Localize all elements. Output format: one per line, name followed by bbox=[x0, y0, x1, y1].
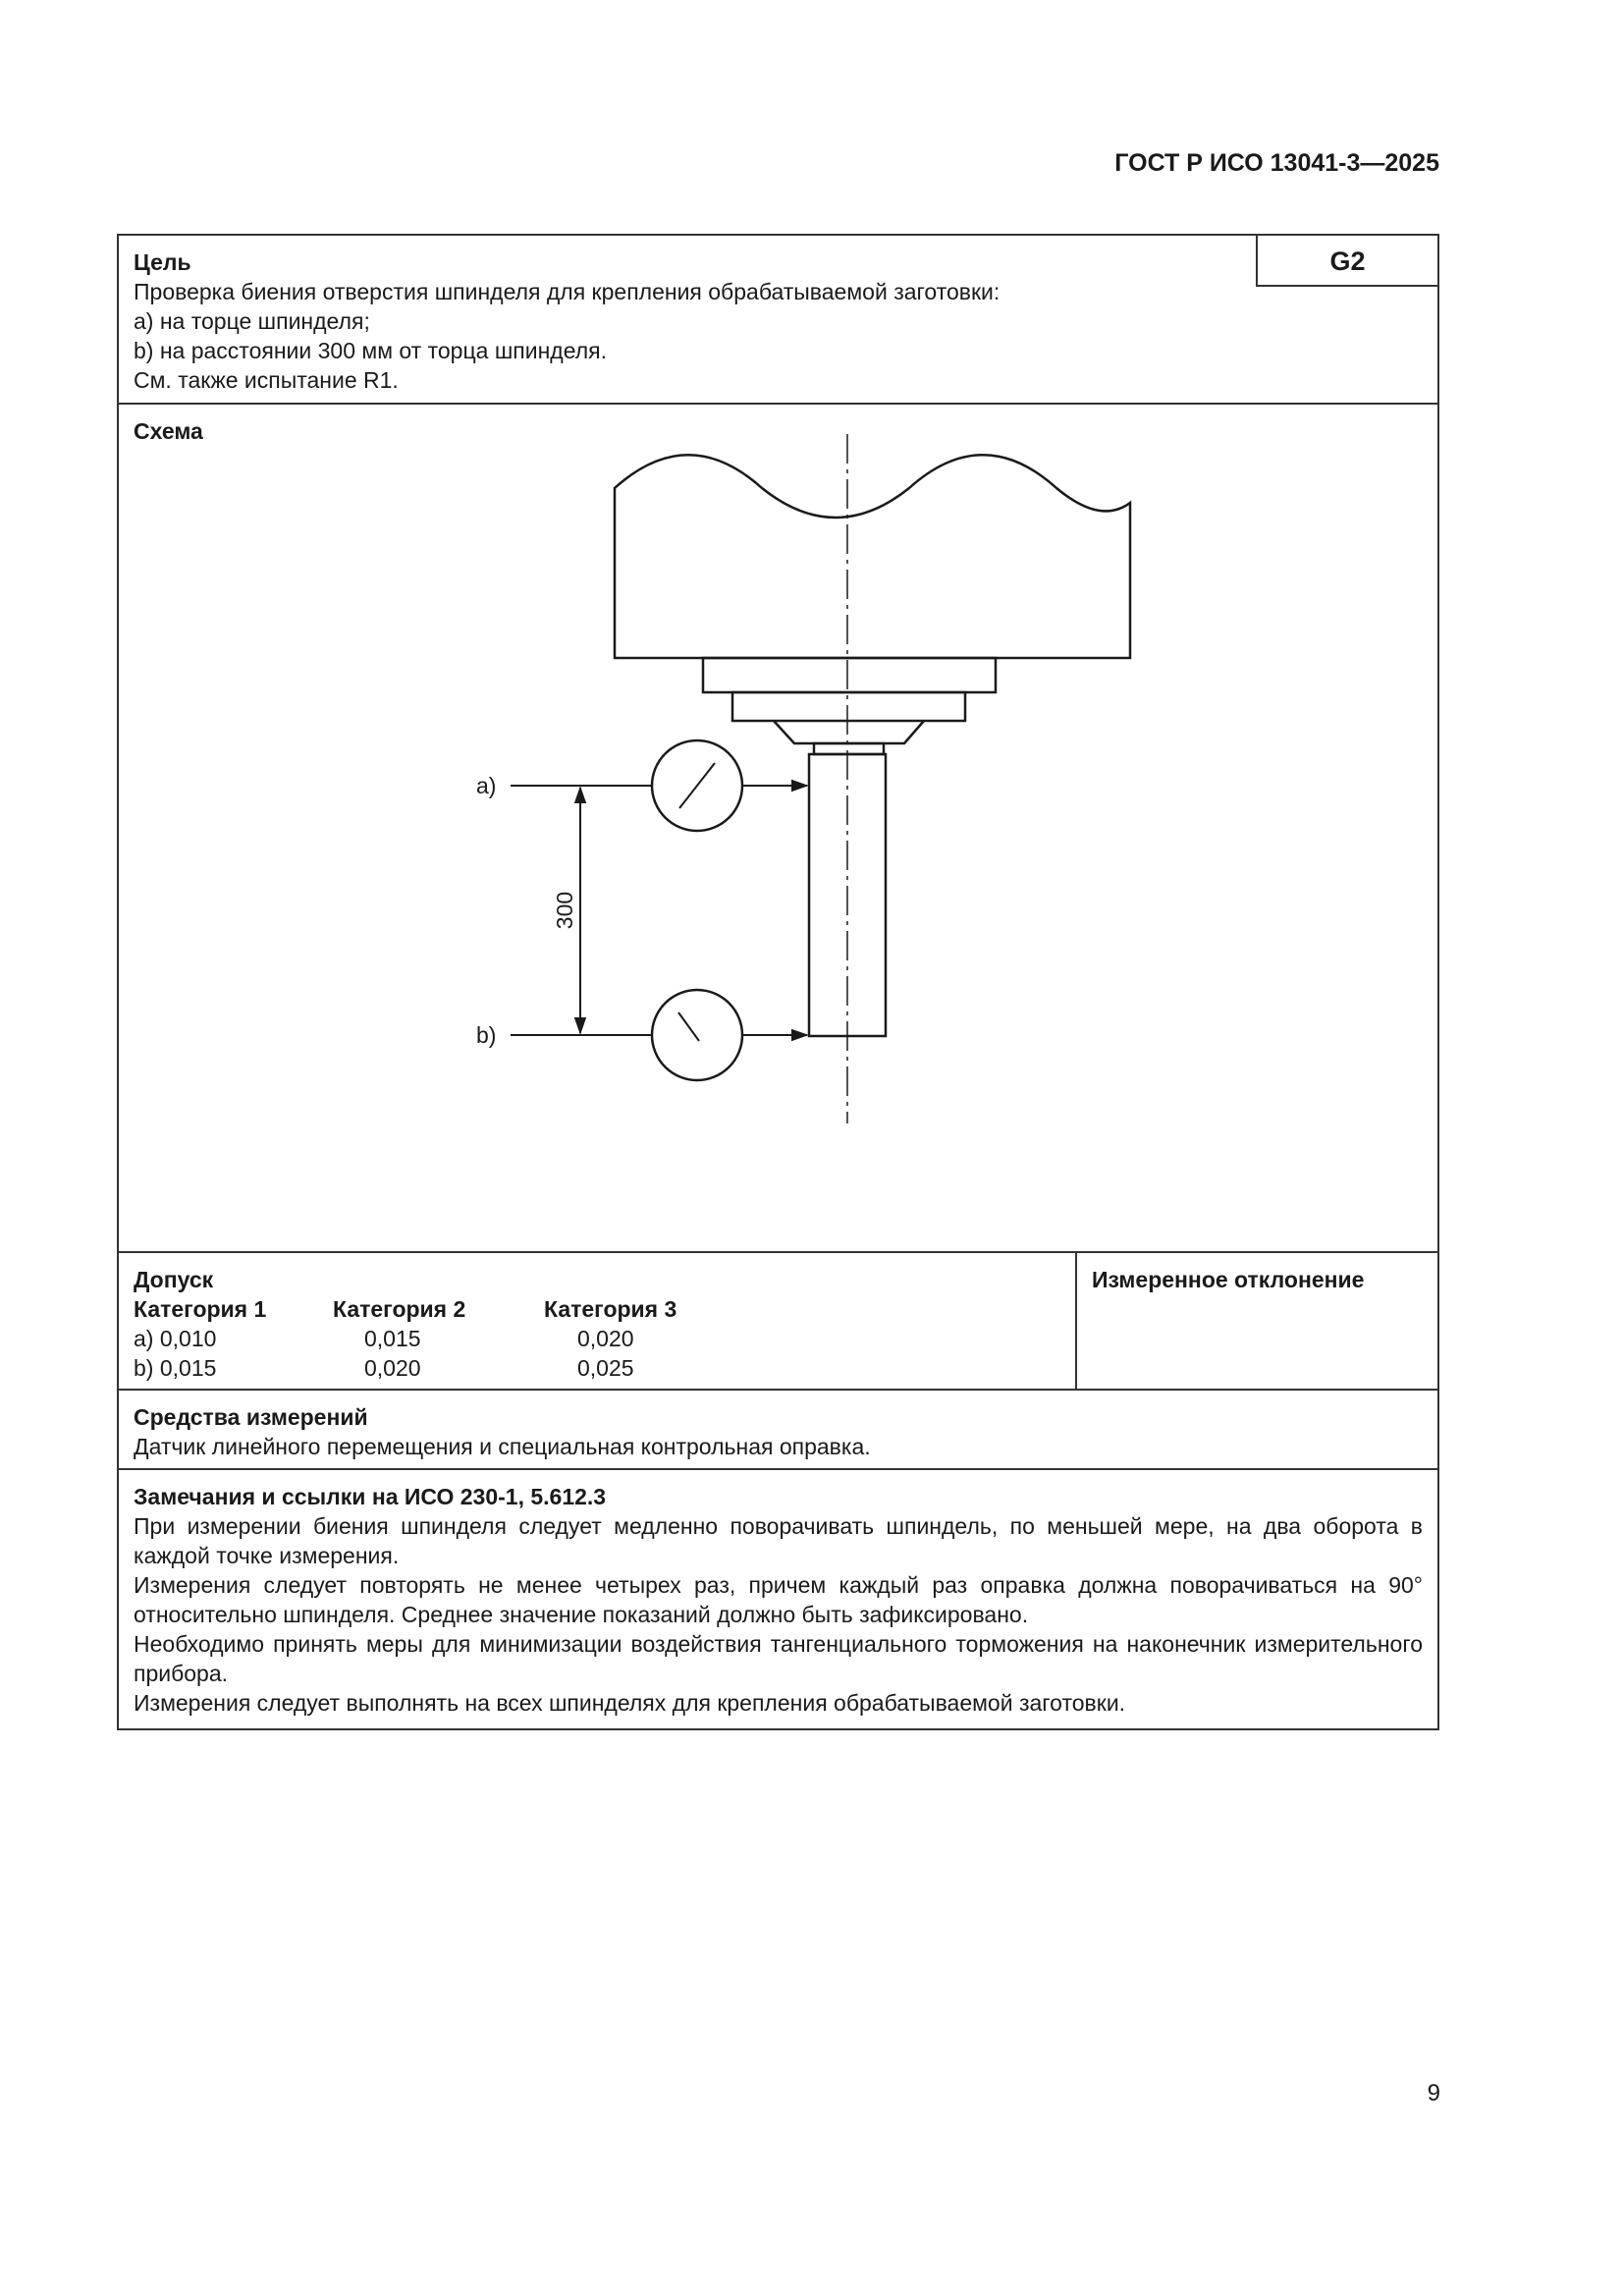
test-code: G2 bbox=[1256, 236, 1437, 287]
column-divider bbox=[1075, 1253, 1077, 1389]
notes-paragraph: Измерения следует выполнять на всех шпинделях для крепления обрабатываемой заготовки. bbox=[134, 1690, 1126, 1716]
tools-block bbox=[134, 1402, 871, 1461]
tolerance-block bbox=[134, 1265, 1056, 1383]
spindle-taper bbox=[774, 721, 924, 743]
category-header: Категория 1 bbox=[134, 1296, 267, 1322]
tolerance-value: 0,025 bbox=[577, 1355, 634, 1381]
mandrel-collar bbox=[814, 743, 884, 754]
goal-block bbox=[134, 247, 1194, 395]
goal-line: Проверка биения отверстия шпинделя для крепления обрабатываемой заготовки: bbox=[134, 279, 1001, 304]
dial-indicator-b bbox=[652, 990, 742, 1080]
tolerance-value: b) 0,015 bbox=[134, 1355, 217, 1381]
notes-paragraph: При измерении биения шпинделя следует медленно поворачивать шпиндель, по меньшей мере, на два оборота в каждой точке измерения. bbox=[134, 1513, 1423, 1568]
tolerance-value: 0,015 bbox=[364, 1326, 421, 1351]
tools-title: Средства измерений bbox=[134, 1404, 368, 1430]
page-number: 9 bbox=[1427, 2080, 1440, 2106]
notes-paragraph: Необходимо принять меры для минимизации воздействия тангенциального торможения на наконечник измерительного прибора. bbox=[134, 1631, 1423, 1686]
spindle-housing bbox=[615, 455, 1130, 658]
dimension-label: 300 bbox=[552, 891, 577, 930]
tolerance-title: Допуск bbox=[134, 1267, 214, 1292]
category-header: Категория 2 bbox=[333, 1296, 466, 1322]
notes-paragraph: Измерения следует повторять не менее четырех раз, причем каждый раз оправка должна поворачиваться на 90° относительно шпинделя. Среднее значение показаний должно быть зафиксировано. bbox=[134, 1572, 1423, 1627]
document-standard-number: ГОСТ Р ИСО 13041-3—2025 bbox=[1114, 149, 1439, 177]
test-sheet bbox=[117, 234, 1439, 1730]
dial-indicator-a bbox=[652, 740, 742, 831]
notes-section bbox=[119, 1470, 1437, 1728]
goal-section bbox=[119, 236, 1437, 405]
spindle-flange bbox=[703, 658, 996, 692]
goal-line: b) на расстоянии 300 мм от торца шпинделя. bbox=[134, 338, 607, 363]
tolerance-value: 0,020 bbox=[364, 1355, 421, 1381]
tolerance-value: a) 0,010 bbox=[134, 1326, 217, 1351]
goal-line: См. также испытание R1. bbox=[134, 367, 399, 393]
scheme-title: Схема bbox=[134, 418, 203, 444]
notes-title: Замечания и ссылки на ИСО 230-1, 5.612.3 bbox=[134, 1484, 607, 1509]
tools-text: Датчик линейного перемещения и специальная контрольная оправка. bbox=[134, 1434, 871, 1459]
tolerance-table bbox=[134, 1294, 1056, 1383]
tolerance-section bbox=[119, 1253, 1437, 1391]
scheme-diagram bbox=[119, 405, 1437, 1251]
goal-title: Цель bbox=[134, 249, 191, 275]
goal-line: a) на торце шпинделя; bbox=[134, 308, 370, 334]
tolerance-value: 0,020 bbox=[577, 1326, 634, 1351]
spindle-nose bbox=[732, 692, 965, 721]
category-header: Категория 3 bbox=[544, 1296, 677, 1322]
scheme-section bbox=[119, 405, 1437, 1253]
measured-deviation-title: Измеренное отклонение bbox=[1092, 1267, 1365, 1292]
label-a: a) bbox=[476, 773, 497, 798]
tools-section bbox=[119, 1391, 1437, 1470]
label-b: b) bbox=[476, 1022, 497, 1048]
